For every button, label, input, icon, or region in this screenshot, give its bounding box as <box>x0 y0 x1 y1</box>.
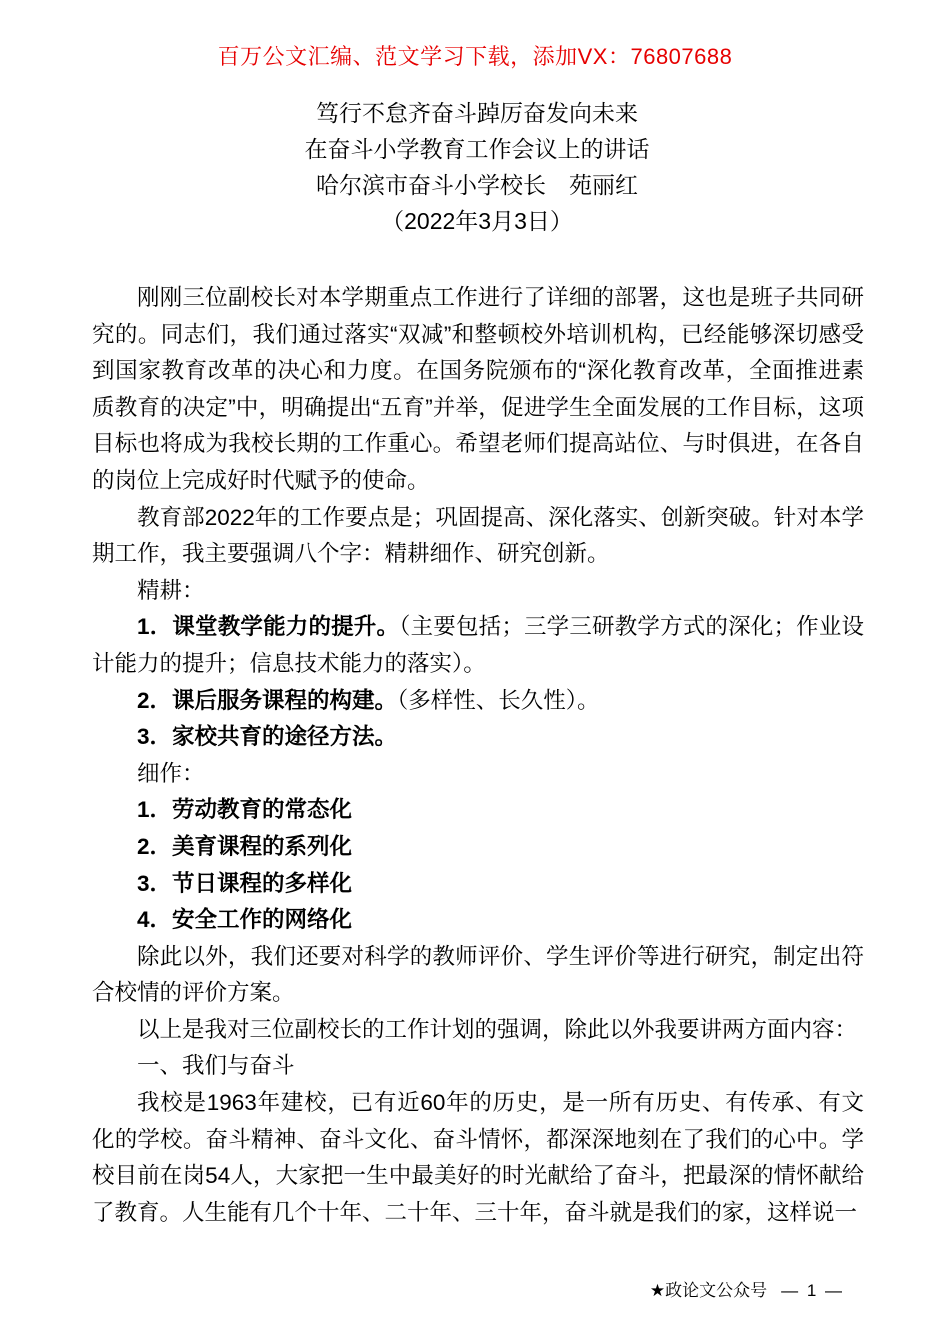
paragraph <box>92 866 864 903</box>
paragraph <box>92 719 864 756</box>
paragraph <box>92 1012 864 1049</box>
paragraph <box>92 902 864 939</box>
date-line: （2022年3月3日） <box>381 208 573 234</box>
paragraph <box>92 1048 864 1085</box>
paragraph <box>92 500 864 573</box>
paragraph <box>92 829 864 866</box>
text-segment: 以上是我对三位副校长的工作计划的强调，除此以外我要讲两方面内容： <box>137 1016 858 1042</box>
text-segment: （多样性、长久性）。 <box>397 687 600 713</box>
document-title: 笃行不怠齐奋斗踔厉奋发向未来 <box>316 100 638 126</box>
document-body <box>92 280 864 1231</box>
text-segment: 细作： <box>137 760 205 786</box>
text-segment: （主要包括；三学三研教学方式的深化；作业设计能力的提升；信息技术能力的落实）。 <box>92 614 864 676</box>
bold-text-segment: 4．安全工作的网络化 <box>137 907 353 933</box>
paragraph <box>92 939 864 1012</box>
bold-text-segment: 3．节日课程的多样化 <box>137 870 353 896</box>
paragraph <box>92 573 864 610</box>
bold-text-segment: 3．家校共育的途径方法。 <box>137 724 398 750</box>
bold-text-segment: 2．课后服务课程的构建。 <box>137 687 398 713</box>
bold-text-segment: 2．美育课程的系列化 <box>137 833 353 859</box>
paragraph <box>92 683 864 720</box>
paragraph <box>92 792 864 829</box>
page-number: — 1 — <box>781 1281 844 1300</box>
title-block <box>92 95 862 239</box>
text-segment: 精耕： <box>137 577 205 603</box>
footer-source-label: ★政论文公众号 <box>649 1281 768 1300</box>
document-subtitle: 在奋斗小学教育工作会议上的讲话 <box>304 136 650 162</box>
text-segment: 一、我们与奋斗 <box>137 1053 295 1079</box>
paragraph <box>92 756 864 793</box>
text-segment: 教育部2022年的工作要点是；巩固提高、深化落实、创新突破。针对本学期工作，我主要强调八个字：精耕细作、研究创新。 <box>92 504 864 567</box>
paragraph <box>92 1085 864 1231</box>
text-segment: 刚刚三位副校长对本学期重点工作进行了详细的部署，这也是班子共同研究的。同志们，我们通过落实“双减”和整顿校外培训机构，已经能够深切感受到国家教育改革的决心和力度。在国务院颁布的“深化教育改革，全面推进素质教育的决定”中，明确提出“五育”并举，促进学生全面发展的工作目标，这项目标也将成为我校长期的工作重心。希望老师们提高站位、与时俱进，在各自的岗位上完成好时代赋予的使命。 <box>92 285 864 493</box>
speaker-line: 哈尔滨市奋斗小学校长 苑丽红 <box>316 172 638 198</box>
bold-text-segment: 1．劳动教育的常态化 <box>137 797 353 823</box>
page-footer <box>650 1280 844 1302</box>
bold-text-segment: 1．课堂教学能力的提升。 <box>137 614 400 640</box>
header-notice: 百万公文汇编、范文学习下载，添加VX：76807688 <box>217 44 733 69</box>
text-segment: 我校是1963年建校，已有近60年的历史，是一所有历史、有传承、有文化的学校。奋斗精神、奋斗文化、奋斗情怀，都深深地刻在了我们的心中。学校目前在岗54人，大家把一生中最美好的时光献给了奋斗，把最深的情怀献给了教育。人生能有几个十年、二十年、三十年，奋斗就是我们的家，这样说一 <box>92 1090 864 1225</box>
paragraph <box>92 609 864 682</box>
text-segment: 除此以外，我们还要对科学的教师评价、学生评价等进行研究，制定出符合校情的评价方案。 <box>92 943 864 1006</box>
paragraph <box>92 280 864 500</box>
